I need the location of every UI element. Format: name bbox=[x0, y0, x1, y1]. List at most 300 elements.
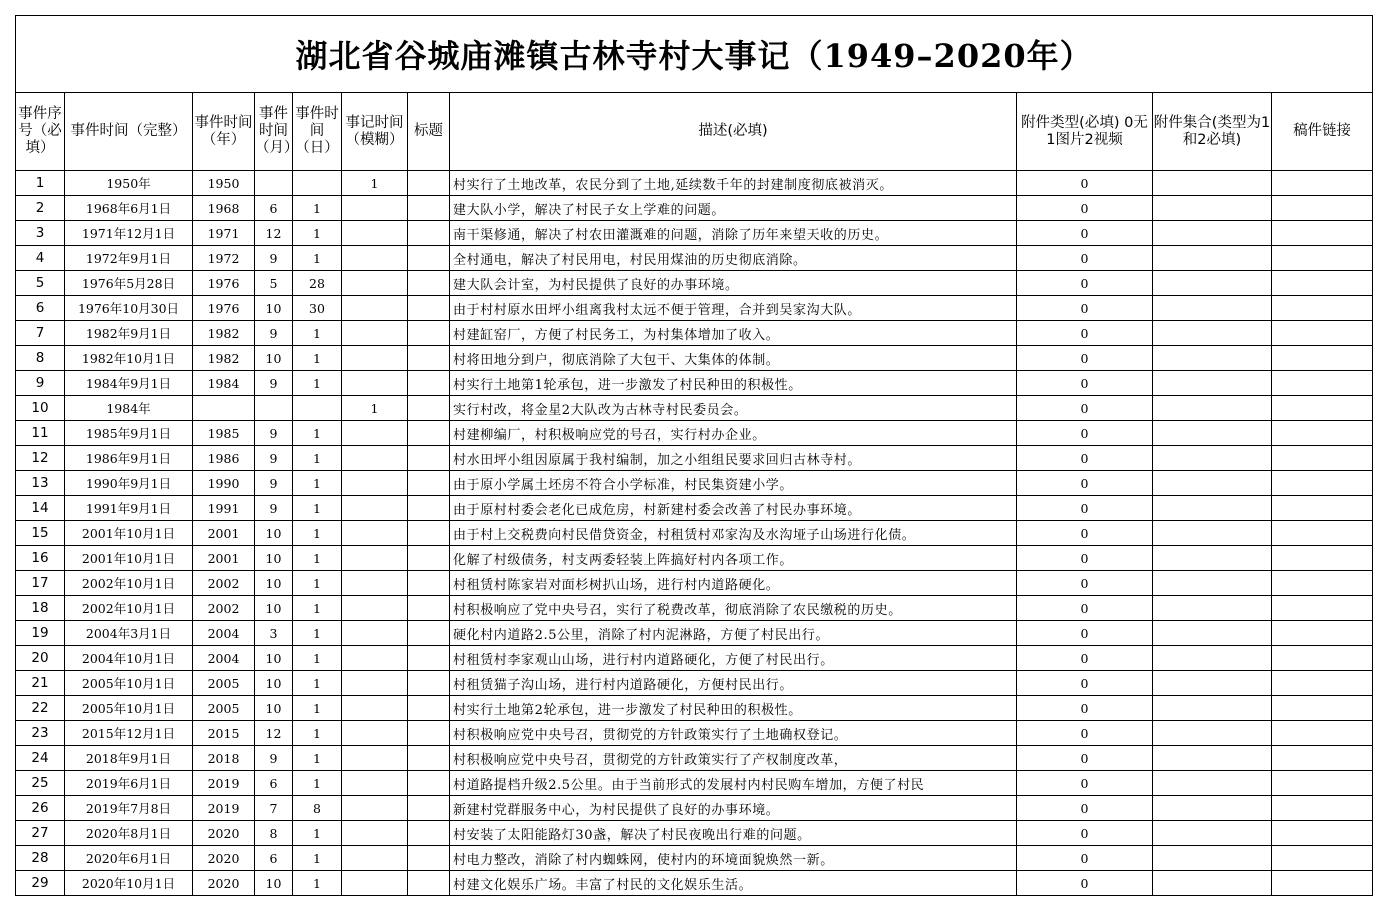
seq-cell[interactable]: 16 bbox=[16, 546, 65, 571]
day-cell[interactable]: 30 bbox=[293, 296, 342, 321]
attachment-set-cell[interactable] bbox=[1153, 546, 1272, 571]
title-cell-value[interactable] bbox=[408, 421, 450, 446]
seq-cell[interactable]: 28 bbox=[16, 846, 65, 871]
article-link-cell[interactable] bbox=[1272, 621, 1373, 646]
description-cell[interactable]: 由于村村原水田坪小组离我村太远不便于管理，合并到吴家沟大队。 bbox=[450, 296, 1017, 321]
title-cell-value[interactable] bbox=[408, 696, 450, 721]
article-link-cell[interactable] bbox=[1272, 446, 1373, 471]
month-cell[interactable]: 12 bbox=[255, 721, 293, 746]
year-cell[interactable]: 1976 bbox=[193, 271, 255, 296]
month-cell[interactable]: 12 bbox=[255, 221, 293, 246]
description-cell[interactable]: 由于原村村委会老化已成危房，村新建村委会改善了村民办事环境。 bbox=[450, 496, 1017, 521]
fuzzy-time-cell[interactable] bbox=[342, 821, 408, 846]
fuzzy-time-cell[interactable] bbox=[342, 446, 408, 471]
year-cell[interactable]: 1986 bbox=[193, 446, 255, 471]
fuzzy-time-cell[interactable] bbox=[342, 421, 408, 446]
year-cell[interactable] bbox=[193, 396, 255, 421]
description-cell[interactable]: 村积极响应党中央号召，贯彻党的方针政策实行了产权制度改革， bbox=[450, 746, 1017, 771]
day-cell[interactable]: 1 bbox=[293, 846, 342, 871]
month-cell[interactable]: 10 bbox=[255, 671, 293, 696]
header-event-time-full[interactable]: 事件时间（完整） bbox=[65, 93, 193, 171]
full-date-cell[interactable]: 1976年10月30日 bbox=[65, 296, 193, 321]
attachment-type-cell[interactable]: 0 bbox=[1017, 446, 1153, 471]
article-link-cell[interactable] bbox=[1272, 496, 1373, 521]
seq-cell[interactable]: 22 bbox=[16, 696, 65, 721]
seq-cell[interactable]: 3 bbox=[16, 221, 65, 246]
month-cell[interactable]: 8 bbox=[255, 821, 293, 846]
article-link-cell[interactable] bbox=[1272, 271, 1373, 296]
year-cell[interactable]: 2019 bbox=[193, 771, 255, 796]
attachment-type-cell[interactable]: 0 bbox=[1017, 496, 1153, 521]
attachment-type-cell[interactable]: 0 bbox=[1017, 271, 1153, 296]
day-cell[interactable]: 1 bbox=[293, 371, 342, 396]
fuzzy-time-cell[interactable] bbox=[342, 571, 408, 596]
month-cell[interactable]: 10 bbox=[255, 296, 293, 321]
fuzzy-time-cell[interactable] bbox=[342, 871, 408, 896]
day-cell[interactable]: 1 bbox=[293, 746, 342, 771]
day-cell[interactable]: 1 bbox=[293, 821, 342, 846]
full-date-cell[interactable]: 2002年10月1日 bbox=[65, 596, 193, 621]
article-link-cell[interactable] bbox=[1272, 371, 1373, 396]
attachment-type-cell[interactable]: 0 bbox=[1017, 746, 1153, 771]
year-cell[interactable]: 2002 bbox=[193, 596, 255, 621]
attachment-set-cell[interactable] bbox=[1153, 596, 1272, 621]
article-link-cell[interactable] bbox=[1272, 796, 1373, 821]
attachment-type-cell[interactable]: 0 bbox=[1017, 221, 1153, 246]
day-cell[interactable]: 1 bbox=[293, 721, 342, 746]
day-cell[interactable]: 1 bbox=[293, 871, 342, 896]
article-link-cell[interactable] bbox=[1272, 746, 1373, 771]
day-cell[interactable]: 28 bbox=[293, 271, 342, 296]
month-cell[interactable]: 9 bbox=[255, 746, 293, 771]
attachment-set-cell[interactable] bbox=[1153, 171, 1272, 196]
fuzzy-time-cell[interactable] bbox=[342, 596, 408, 621]
description-cell[interactable]: 新建村党群服务中心，为村民提供了良好的办事环境。 bbox=[450, 796, 1017, 821]
title-cell-value[interactable] bbox=[408, 271, 450, 296]
attachment-type-cell[interactable]: 0 bbox=[1017, 471, 1153, 496]
day-cell[interactable]: 1 bbox=[293, 421, 342, 446]
month-cell[interactable] bbox=[255, 396, 293, 421]
article-link-cell[interactable] bbox=[1272, 396, 1373, 421]
full-date-cell[interactable]: 1971年12月1日 bbox=[65, 221, 193, 246]
full-date-cell[interactable]: 2004年3月1日 bbox=[65, 621, 193, 646]
article-link-cell[interactable] bbox=[1272, 846, 1373, 871]
fuzzy-time-cell[interactable] bbox=[342, 721, 408, 746]
day-cell[interactable]: 1 bbox=[293, 346, 342, 371]
year-cell[interactable]: 1982 bbox=[193, 346, 255, 371]
day-cell[interactable] bbox=[293, 396, 342, 421]
title-cell-value[interactable] bbox=[408, 721, 450, 746]
description-cell[interactable]: 村实行土地第1轮承包，进一步激发了村民种田的积极性。 bbox=[450, 371, 1017, 396]
attachment-type-cell[interactable]: 0 bbox=[1017, 371, 1153, 396]
fuzzy-time-cell[interactable] bbox=[342, 196, 408, 221]
full-date-cell[interactable]: 2001年10月1日 bbox=[65, 521, 193, 546]
full-date-cell[interactable]: 2005年10月1日 bbox=[65, 671, 193, 696]
year-cell[interactable]: 2015 bbox=[193, 721, 255, 746]
title-cell-value[interactable] bbox=[408, 296, 450, 321]
fuzzy-time-cell[interactable] bbox=[342, 371, 408, 396]
year-cell[interactable]: 1985 bbox=[193, 421, 255, 446]
description-cell[interactable]: 村将田地分到户，彻底消除了大包干、大集体的体制。 bbox=[450, 346, 1017, 371]
description-cell[interactable]: 建大队会计室，为村民提供了良好的办事环境。 bbox=[450, 271, 1017, 296]
title-cell-value[interactable] bbox=[408, 821, 450, 846]
year-cell[interactable]: 2005 bbox=[193, 696, 255, 721]
attachment-set-cell[interactable] bbox=[1153, 771, 1272, 796]
day-cell[interactable]: 1 bbox=[293, 471, 342, 496]
seq-cell[interactable]: 7 bbox=[16, 321, 65, 346]
seq-cell[interactable]: 23 bbox=[16, 721, 65, 746]
description-cell[interactable]: 村积极响应党中央号召，贯彻党的方针政策实行了土地确权登记。 bbox=[450, 721, 1017, 746]
title-cell-value[interactable] bbox=[408, 321, 450, 346]
article-link-cell[interactable] bbox=[1272, 421, 1373, 446]
year-cell[interactable]: 2002 bbox=[193, 571, 255, 596]
attachment-set-cell[interactable] bbox=[1153, 796, 1272, 821]
seq-cell[interactable]: 21 bbox=[16, 671, 65, 696]
attachment-set-cell[interactable] bbox=[1153, 271, 1272, 296]
title-cell-value[interactable] bbox=[408, 346, 450, 371]
attachment-type-cell[interactable]: 0 bbox=[1017, 796, 1153, 821]
full-date-cell[interactable]: 2020年8月1日 bbox=[65, 821, 193, 846]
attachment-set-cell[interactable] bbox=[1153, 321, 1272, 346]
article-link-cell[interactable] bbox=[1272, 221, 1373, 246]
title-cell-value[interactable] bbox=[408, 396, 450, 421]
attachment-type-cell[interactable]: 0 bbox=[1017, 321, 1153, 346]
title-cell-value[interactable] bbox=[408, 771, 450, 796]
description-cell[interactable]: 南干渠修通，解决了村农田灌溉难的问题，消除了历年来望天收的历史。 bbox=[450, 221, 1017, 246]
seq-cell[interactable]: 11 bbox=[16, 421, 65, 446]
seq-cell[interactable]: 1 bbox=[16, 171, 65, 196]
day-cell[interactable]: 1 bbox=[293, 446, 342, 471]
description-cell[interactable]: 硬化村内道路2.5公里，消除了村内泥淋路，方便了村民出行。 bbox=[450, 621, 1017, 646]
day-cell[interactable]: 1 bbox=[293, 221, 342, 246]
header-fuzzy-time[interactable]: 事记时间（模糊） bbox=[342, 93, 408, 171]
day-cell[interactable]: 1 bbox=[293, 671, 342, 696]
article-link-cell[interactable] bbox=[1272, 521, 1373, 546]
attachment-set-cell[interactable] bbox=[1153, 196, 1272, 221]
attachment-type-cell[interactable]: 0 bbox=[1017, 646, 1153, 671]
attachment-type-cell[interactable]: 0 bbox=[1017, 721, 1153, 746]
attachment-type-cell[interactable]: 0 bbox=[1017, 846, 1153, 871]
attachment-set-cell[interactable] bbox=[1153, 821, 1272, 846]
description-cell[interactable]: 由于原小学属土坯房不符合小学标准，村民集资建小学。 bbox=[450, 471, 1017, 496]
month-cell[interactable]: 6 bbox=[255, 771, 293, 796]
year-cell[interactable]: 2004 bbox=[193, 621, 255, 646]
attachment-set-cell[interactable] bbox=[1153, 496, 1272, 521]
fuzzy-time-cell[interactable] bbox=[342, 746, 408, 771]
title-cell-value[interactable] bbox=[408, 221, 450, 246]
day-cell[interactable]: 8 bbox=[293, 796, 342, 821]
article-link-cell[interactable] bbox=[1272, 871, 1373, 896]
year-cell[interactable]: 1972 bbox=[193, 246, 255, 271]
year-cell[interactable]: 1984 bbox=[193, 371, 255, 396]
seq-cell[interactable]: 24 bbox=[16, 746, 65, 771]
seq-cell[interactable]: 20 bbox=[16, 646, 65, 671]
full-date-cell[interactable]: 1968年6月1日 bbox=[65, 196, 193, 221]
attachment-type-cell[interactable]: 0 bbox=[1017, 771, 1153, 796]
fuzzy-time-cell[interactable] bbox=[342, 671, 408, 696]
full-date-cell[interactable]: 1990年9月1日 bbox=[65, 471, 193, 496]
month-cell[interactable]: 5 bbox=[255, 271, 293, 296]
full-date-cell[interactable]: 1991年9月1日 bbox=[65, 496, 193, 521]
description-cell[interactable]: 实行村改，将金星2大队改为古林寺村民委员会。 bbox=[450, 396, 1017, 421]
title-cell-value[interactable] bbox=[408, 846, 450, 871]
attachment-set-cell[interactable] bbox=[1153, 696, 1272, 721]
full-date-cell[interactable]: 1982年10月1日 bbox=[65, 346, 193, 371]
day-cell[interactable]: 1 bbox=[293, 771, 342, 796]
attachment-set-cell[interactable] bbox=[1153, 721, 1272, 746]
attachment-type-cell[interactable]: 0 bbox=[1017, 596, 1153, 621]
day-cell[interactable]: 1 bbox=[293, 246, 342, 271]
attachment-type-cell[interactable]: 0 bbox=[1017, 396, 1153, 421]
attachment-set-cell[interactable] bbox=[1153, 521, 1272, 546]
fuzzy-time-cell[interactable] bbox=[342, 271, 408, 296]
attachment-set-cell[interactable] bbox=[1153, 396, 1272, 421]
title-cell-value[interactable] bbox=[408, 571, 450, 596]
description-cell[interactable]: 村实行了土地改革，农民分到了土地,延续数千年的封建制度彻底被消灭。 bbox=[450, 171, 1017, 196]
seq-cell[interactable]: 25 bbox=[16, 771, 65, 796]
title-cell-value[interactable] bbox=[408, 796, 450, 821]
full-date-cell[interactable]: 2001年10月1日 bbox=[65, 546, 193, 571]
full-date-cell[interactable]: 2019年6月1日 bbox=[65, 771, 193, 796]
title-cell-value[interactable] bbox=[408, 171, 450, 196]
attachment-set-cell[interactable] bbox=[1153, 646, 1272, 671]
article-link-cell[interactable] bbox=[1272, 196, 1373, 221]
title-cell-value[interactable] bbox=[408, 521, 450, 546]
description-cell[interactable]: 由于村上交税费向村民借贷资金，村租赁村邓家沟及水沟垭子山场进行化债。 bbox=[450, 521, 1017, 546]
seq-cell[interactable]: 4 bbox=[16, 246, 65, 271]
attachment-set-cell[interactable] bbox=[1153, 571, 1272, 596]
month-cell[interactable]: 10 bbox=[255, 546, 293, 571]
header-title[interactable]: 标题 bbox=[408, 93, 450, 171]
fuzzy-time-cell[interactable]: 1 bbox=[342, 171, 408, 196]
seq-cell[interactable]: 8 bbox=[16, 346, 65, 371]
full-date-cell[interactable]: 1950年 bbox=[65, 171, 193, 196]
article-link-cell[interactable] bbox=[1272, 471, 1373, 496]
description-cell[interactable]: 村积极响应了党中央号召，实行了税费改革，彻底消除了农民缴税的历史。 bbox=[450, 596, 1017, 621]
year-cell[interactable]: 2018 bbox=[193, 746, 255, 771]
fuzzy-time-cell[interactable] bbox=[342, 696, 408, 721]
attachment-set-cell[interactable] bbox=[1153, 621, 1272, 646]
fuzzy-time-cell[interactable] bbox=[342, 296, 408, 321]
attachment-set-cell[interactable] bbox=[1153, 371, 1272, 396]
year-cell[interactable]: 2001 bbox=[193, 546, 255, 571]
month-cell[interactable]: 9 bbox=[255, 471, 293, 496]
month-cell[interactable]: 10 bbox=[255, 521, 293, 546]
description-cell[interactable]: 化解了村级债务，村支两委轻装上阵搞好村内各项工作。 bbox=[450, 546, 1017, 571]
article-link-cell[interactable] bbox=[1272, 696, 1373, 721]
seq-cell[interactable]: 26 bbox=[16, 796, 65, 821]
title-cell-value[interactable] bbox=[408, 871, 450, 896]
year-cell[interactable]: 2020 bbox=[193, 871, 255, 896]
article-link-cell[interactable] bbox=[1272, 596, 1373, 621]
year-cell[interactable]: 2020 bbox=[193, 846, 255, 871]
title-cell-value[interactable] bbox=[408, 196, 450, 221]
month-cell[interactable]: 10 bbox=[255, 346, 293, 371]
month-cell[interactable]: 9 bbox=[255, 371, 293, 396]
attachment-type-cell[interactable]: 0 bbox=[1017, 821, 1153, 846]
title-cell-value[interactable] bbox=[408, 246, 450, 271]
full-date-cell[interactable]: 1986年9月1日 bbox=[65, 446, 193, 471]
full-date-cell[interactable]: 2020年6月1日 bbox=[65, 846, 193, 871]
attachment-set-cell[interactable] bbox=[1153, 346, 1272, 371]
seq-cell[interactable]: 27 bbox=[16, 821, 65, 846]
year-cell[interactable]: 1982 bbox=[193, 321, 255, 346]
fuzzy-time-cell[interactable] bbox=[342, 496, 408, 521]
seq-cell[interactable]: 14 bbox=[16, 496, 65, 521]
fuzzy-time-cell[interactable] bbox=[342, 471, 408, 496]
full-date-cell[interactable]: 2018年9月1日 bbox=[65, 746, 193, 771]
description-cell[interactable]: 村建文化娱乐广场。丰富了村民的文化娱乐生活。 bbox=[450, 871, 1017, 896]
month-cell[interactable]: 9 bbox=[255, 496, 293, 521]
full-date-cell[interactable]: 2002年10月1日 bbox=[65, 571, 193, 596]
title-cell-value[interactable] bbox=[408, 746, 450, 771]
seq-cell[interactable]: 9 bbox=[16, 371, 65, 396]
full-date-cell[interactable]: 1984年9月1日 bbox=[65, 371, 193, 396]
title-cell-value[interactable] bbox=[408, 496, 450, 521]
title-cell-value[interactable] bbox=[408, 471, 450, 496]
attachment-set-cell[interactable] bbox=[1153, 421, 1272, 446]
attachment-type-cell[interactable]: 0 bbox=[1017, 871, 1153, 896]
year-cell[interactable]: 2001 bbox=[193, 521, 255, 546]
seq-cell[interactable]: 19 bbox=[16, 621, 65, 646]
full-date-cell[interactable]: 1985年9月1日 bbox=[65, 421, 193, 446]
attachment-set-cell[interactable] bbox=[1153, 471, 1272, 496]
month-cell[interactable]: 7 bbox=[255, 796, 293, 821]
seq-cell[interactable]: 29 bbox=[16, 871, 65, 896]
description-cell[interactable]: 村水田坪小组因原属于我村编制，加之小组组民要求回归古林寺村。 bbox=[450, 446, 1017, 471]
attachment-type-cell[interactable]: 0 bbox=[1017, 171, 1153, 196]
article-link-cell[interactable] bbox=[1272, 296, 1373, 321]
attachment-set-cell[interactable] bbox=[1153, 871, 1272, 896]
article-link-cell[interactable] bbox=[1272, 721, 1373, 746]
description-cell[interactable]: 村建缸窑厂，方便了村民务工，为村集体增加了收入。 bbox=[450, 321, 1017, 346]
attachment-type-cell[interactable]: 0 bbox=[1017, 246, 1153, 271]
month-cell[interactable]: 3 bbox=[255, 621, 293, 646]
fuzzy-time-cell[interactable] bbox=[342, 796, 408, 821]
seq-cell[interactable]: 13 bbox=[16, 471, 65, 496]
full-date-cell[interactable]: 2020年10月1日 bbox=[65, 871, 193, 896]
attachment-set-cell[interactable] bbox=[1153, 846, 1272, 871]
full-date-cell[interactable]: 1984年 bbox=[65, 396, 193, 421]
attachment-set-cell[interactable] bbox=[1153, 746, 1272, 771]
day-cell[interactable]: 1 bbox=[293, 496, 342, 521]
fuzzy-time-cell[interactable] bbox=[342, 321, 408, 346]
day-cell[interactable]: 1 bbox=[293, 596, 342, 621]
attachment-type-cell[interactable]: 0 bbox=[1017, 296, 1153, 321]
day-cell[interactable]: 1 bbox=[293, 546, 342, 571]
month-cell[interactable]: 10 bbox=[255, 696, 293, 721]
attachment-set-cell[interactable] bbox=[1153, 296, 1272, 321]
title-cell-value[interactable] bbox=[408, 546, 450, 571]
attachment-set-cell[interactable] bbox=[1153, 446, 1272, 471]
month-cell[interactable]: 9 bbox=[255, 421, 293, 446]
header-article-link[interactable]: 稿件链接 bbox=[1272, 93, 1373, 171]
full-date-cell[interactable]: 1982年9月1日 bbox=[65, 321, 193, 346]
attachment-type-cell[interactable]: 0 bbox=[1017, 196, 1153, 221]
description-cell[interactable]: 村安装了太阳能路灯30盏，解决了村民夜晚出行难的问题。 bbox=[450, 821, 1017, 846]
description-cell[interactable]: 建大队小学，解决了村民子女上学难的问题。 bbox=[450, 196, 1017, 221]
year-cell[interactable]: 2020 bbox=[193, 821, 255, 846]
header-event-day[interactable]: 事件时间（日） bbox=[293, 93, 342, 171]
description-cell[interactable]: 村建柳编厂，村积极响应党的号召，实行村办企业。 bbox=[450, 421, 1017, 446]
description-cell[interactable]: 村实行土地第2轮承包，进一步激发了村民种田的积极性。 bbox=[450, 696, 1017, 721]
year-cell[interactable]: 1991 bbox=[193, 496, 255, 521]
seq-cell[interactable]: 2 bbox=[16, 196, 65, 221]
title-cell-value[interactable] bbox=[408, 446, 450, 471]
fuzzy-time-cell[interactable] bbox=[342, 221, 408, 246]
page-title[interactable]: 湖北省谷城庙滩镇古林寺村大事记（1949–2020年） bbox=[16, 16, 1373, 93]
full-date-cell[interactable]: 1976年5月28日 bbox=[65, 271, 193, 296]
seq-cell[interactable]: 6 bbox=[16, 296, 65, 321]
full-date-cell[interactable]: 2019年7月8日 bbox=[65, 796, 193, 821]
month-cell[interactable]: 6 bbox=[255, 196, 293, 221]
title-cell-value[interactable] bbox=[408, 621, 450, 646]
article-link-cell[interactable] bbox=[1272, 246, 1373, 271]
attachment-type-cell[interactable]: 0 bbox=[1017, 521, 1153, 546]
title-cell-value[interactable] bbox=[408, 671, 450, 696]
article-link-cell[interactable] bbox=[1272, 646, 1373, 671]
attachment-type-cell[interactable]: 0 bbox=[1017, 546, 1153, 571]
attachment-set-cell[interactable] bbox=[1153, 221, 1272, 246]
description-cell[interactable]: 村道路提档升级2.5公里。由于当前形式的发展村内村民购车增加，方便了村民 bbox=[450, 771, 1017, 796]
header-event-year[interactable]: 事件时间（年） bbox=[193, 93, 255, 171]
attachment-type-cell[interactable]: 0 bbox=[1017, 671, 1153, 696]
article-link-cell[interactable] bbox=[1272, 571, 1373, 596]
day-cell[interactable]: 1 bbox=[293, 646, 342, 671]
article-link-cell[interactable] bbox=[1272, 671, 1373, 696]
month-cell[interactable]: 9 bbox=[255, 446, 293, 471]
header-description[interactable]: 描述(必填) bbox=[450, 93, 1017, 171]
fuzzy-time-cell[interactable] bbox=[342, 246, 408, 271]
fuzzy-time-cell[interactable] bbox=[342, 521, 408, 546]
day-cell[interactable]: 1 bbox=[293, 521, 342, 546]
fuzzy-time-cell[interactable] bbox=[342, 546, 408, 571]
fuzzy-time-cell[interactable] bbox=[342, 771, 408, 796]
fuzzy-time-cell[interactable]: 1 bbox=[342, 396, 408, 421]
full-date-cell[interactable]: 1972年9月1日 bbox=[65, 246, 193, 271]
day-cell[interactable]: 1 bbox=[293, 321, 342, 346]
day-cell[interactable] bbox=[293, 171, 342, 196]
year-cell[interactable]: 1976 bbox=[193, 296, 255, 321]
month-cell[interactable]: 10 bbox=[255, 571, 293, 596]
article-link-cell[interactable] bbox=[1272, 821, 1373, 846]
day-cell[interactable]: 1 bbox=[293, 196, 342, 221]
seq-cell[interactable]: 12 bbox=[16, 446, 65, 471]
year-cell[interactable]: 2005 bbox=[193, 671, 255, 696]
seq-cell[interactable]: 17 bbox=[16, 571, 65, 596]
article-link-cell[interactable] bbox=[1272, 771, 1373, 796]
seq-cell[interactable]: 10 bbox=[16, 396, 65, 421]
article-link-cell[interactable] bbox=[1272, 346, 1373, 371]
attachment-type-cell[interactable]: 0 bbox=[1017, 346, 1153, 371]
description-cell[interactable]: 村电力整改，消除了村内蜘蛛网，使村内的环境面貌焕然一新。 bbox=[450, 846, 1017, 871]
article-link-cell[interactable] bbox=[1272, 321, 1373, 346]
header-attachment-type[interactable]: 附件类型(必填) 0无1图片2视频 bbox=[1017, 93, 1153, 171]
month-cell[interactable]: 10 bbox=[255, 871, 293, 896]
title-cell-value[interactable] bbox=[408, 596, 450, 621]
fuzzy-time-cell[interactable] bbox=[342, 346, 408, 371]
description-cell[interactable]: 全村通电，解决了村民用电，村民用煤油的历史彻底消除。 bbox=[450, 246, 1017, 271]
article-link-cell[interactable] bbox=[1272, 546, 1373, 571]
year-cell[interactable]: 1950 bbox=[193, 171, 255, 196]
description-cell[interactable]: 村租赁猫子沟山场，进行村内道路硬化，方便村民出行。 bbox=[450, 671, 1017, 696]
fuzzy-time-cell[interactable] bbox=[342, 646, 408, 671]
header-attachment-set[interactable]: 附件集合(类型为1和2必填) bbox=[1153, 93, 1272, 171]
month-cell[interactable]: 6 bbox=[255, 846, 293, 871]
month-cell[interactable]: 10 bbox=[255, 646, 293, 671]
seq-cell[interactable]: 18 bbox=[16, 596, 65, 621]
description-cell[interactable]: 村租赁村陈家岩对面杉树扒山场，进行村内道路硬化。 bbox=[450, 571, 1017, 596]
